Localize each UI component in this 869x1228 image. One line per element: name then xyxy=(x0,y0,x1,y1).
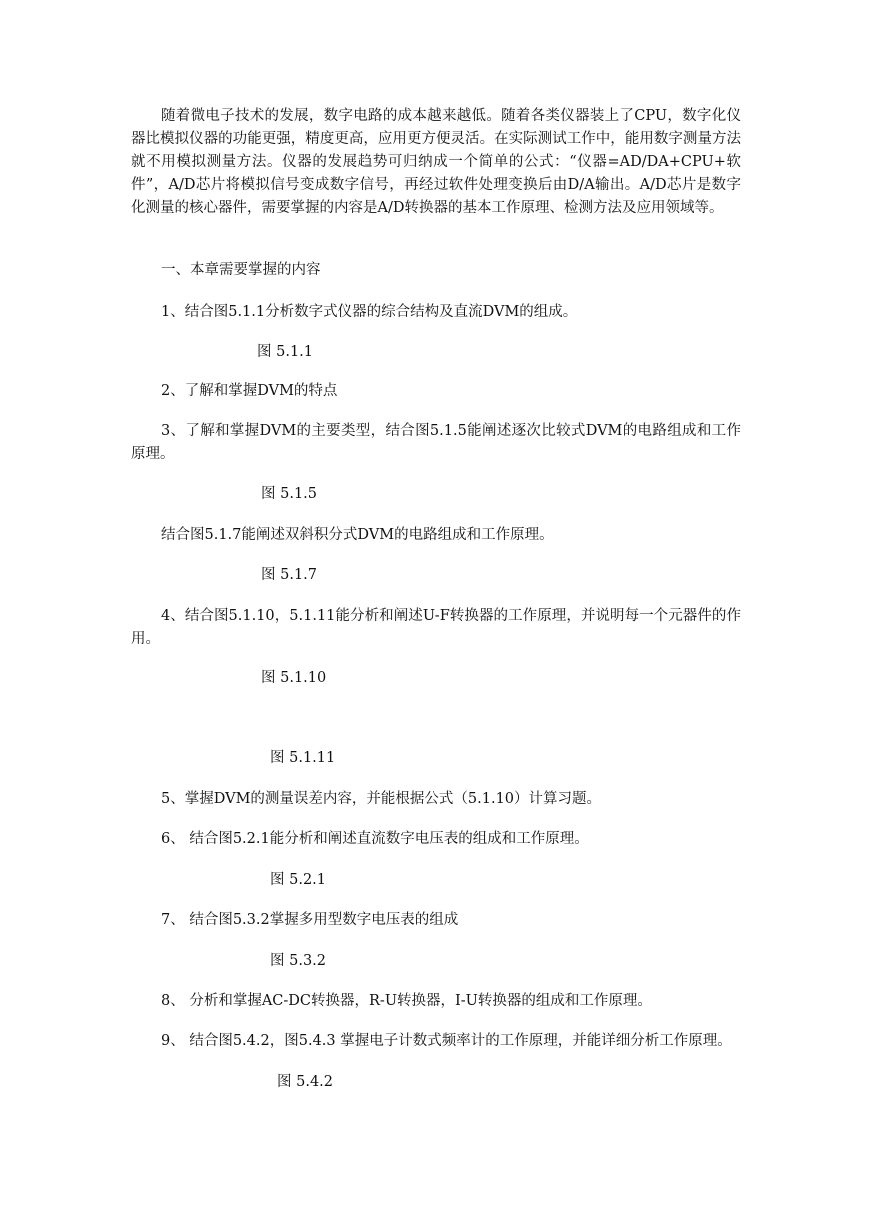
figure-caption: 图 5.1.11 xyxy=(270,750,336,766)
figure-caption: 图 5.1.7 xyxy=(261,567,318,583)
list-item: 2、了解和掌握DVM的特点 xyxy=(161,383,338,399)
figure-caption: 图 5.1.10 xyxy=(261,670,327,686)
figure-caption: 图 5.3.2 xyxy=(270,953,327,969)
list-item: 4、结合图5.1.10，5.1.11能分析和阐述U-F转换器的工作原理，并说明每一个元器件的作用。 xyxy=(131,608,741,647)
list-item: 6、 结合图5.2.1能分析和阐述直流数字电压表的组成和工作原理。 xyxy=(161,831,589,847)
figure-caption: 图 5.2.1 xyxy=(270,872,327,888)
list-item: 8、 分析和掌握AC-DC转换器，R-U转换器，I-U转换器的组成和工作原理。 xyxy=(161,993,652,1009)
figure-caption: 图 5.4.2 xyxy=(277,1074,334,1090)
intro-paragraph: 随着微电子技术的发展，数字电路的成本越来越低。随着各类仪器装上了CPU，数字化仪器比模拟仪器的功能更强，精度更高，应用更方便灵活。在实际测试工作中，能用数字测量方法就不用模拟测量方法。仪器的发展趋势可归纳成一个简单的公式：“仪器=AD/DA+CPU+软件”，A/D芯片将模拟信号变成数字信号，再经过软件处理变换后由D/A输出。A/D芯片是数字化测量的核心器件，需要掌握的内容是A/D转换器的基本工作原理、检测方法及应用领域等。 xyxy=(131,108,741,216)
list-item: 9、 结合图5.4.2，图5.4.3 掌握电子计数式频率计的工作原理，并能详细分析工作原理。 xyxy=(161,1033,732,1049)
list-item: 结合图5.1.7能阐述双斜积分式DVM的电路组成和工作原理。 xyxy=(161,527,554,543)
figure-caption: 图 5.1.1 xyxy=(257,344,314,360)
list-item: 5、掌握DVM的测量误差内容，并能根据公式（5.1.10）计算习题。 xyxy=(161,791,602,807)
figure-caption: 图 5.1.5 xyxy=(261,486,318,502)
list-item: 1、结合图5.1.1分析数字式仪器的综合结构及直流DVM的组成。 xyxy=(161,304,578,320)
list-item: 7、 结合图5.3.2掌握多用型数字电压表的组成 xyxy=(161,912,459,928)
section-heading: 一、本章需要掌握的内容 xyxy=(161,262,321,278)
list-item: 3、了解和掌握DVM的主要类型，结合图5.1.5能阐述逐次比较式DVM的电路组成和工作原理。 xyxy=(131,423,741,462)
